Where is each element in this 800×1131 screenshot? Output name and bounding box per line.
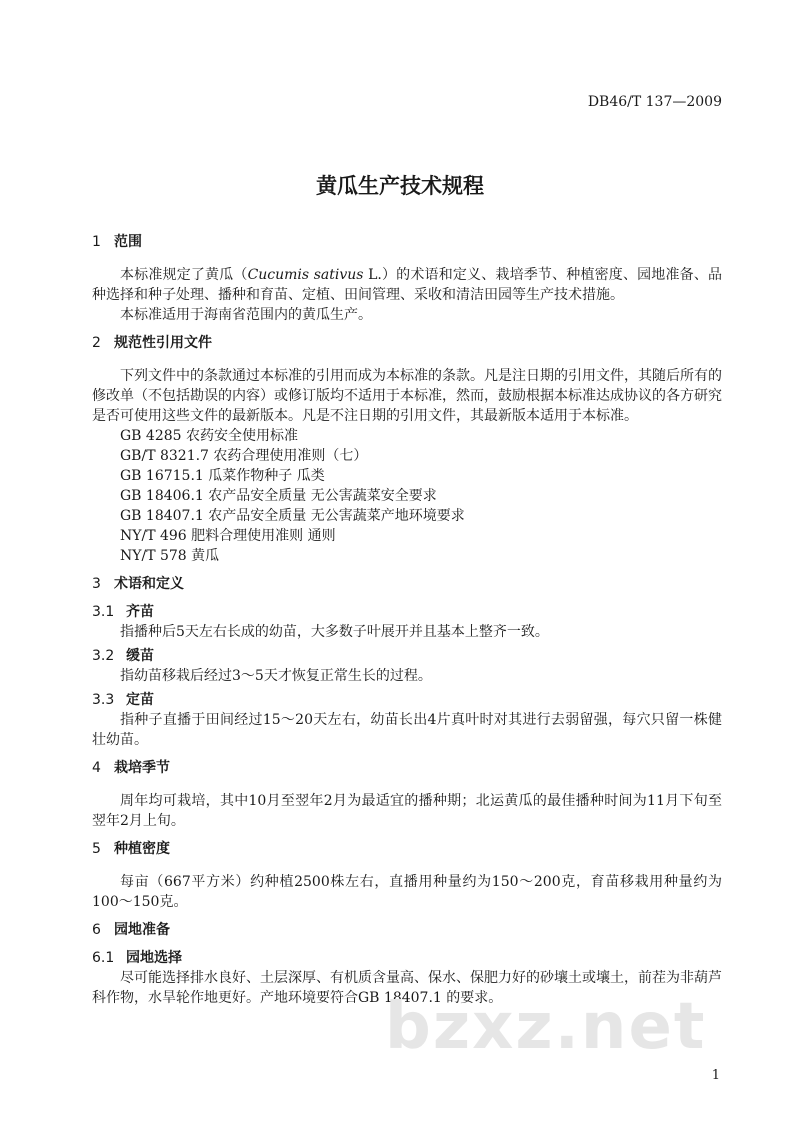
section-title: 园地准备 xyxy=(114,922,170,938)
paragraph: 指幼苗移栽后经过3～5天才恢复正常生长的过程。 xyxy=(120,668,432,684)
document-body xyxy=(92,232,722,1008)
document-title: 黄瓜生产技术规程 xyxy=(316,174,484,198)
section-number: 5 xyxy=(92,841,101,857)
doc-code: DB46/T 137—2009 xyxy=(587,94,722,110)
paragraph: 周年均可栽培，其中10月至翌年2月为最适宜的播种期；北运黄瓜的最佳播种时间为11月下旬至翌年2月上旬。 xyxy=(92,793,722,829)
subsection-heading xyxy=(92,948,722,968)
section-number: 3 xyxy=(92,576,101,592)
section-heading-5 xyxy=(92,839,722,859)
paragraph: 指播种后5天左右长成的幼苗，大多数子叶展开并且基本上整齐一致。 xyxy=(120,624,549,640)
subsection-heading xyxy=(92,602,722,622)
reference-item: GB 4285 农药安全使用标准 xyxy=(120,428,299,444)
section-number: 2 xyxy=(92,335,101,351)
section-heading-6 xyxy=(92,920,722,940)
subsection-heading xyxy=(92,646,722,666)
watermark: bzxz.net xyxy=(385,990,707,1064)
reference-item: GB 18407.1 农产品安全质量 无公害蔬菜产地环境要求 xyxy=(120,508,465,524)
section-number: 1 xyxy=(92,234,101,250)
subsection-number: 3.3 xyxy=(92,692,115,708)
page-number: 1 xyxy=(711,1068,720,1083)
reference-item: NY/T 496 肥料合理使用准则 通则 xyxy=(120,528,336,544)
section-title: 术语和定义 xyxy=(114,576,184,592)
section-heading-1 xyxy=(92,232,722,252)
subsection-title: 定苗 xyxy=(126,692,154,708)
section-title: 种植密度 xyxy=(114,841,170,857)
paragraph: 每亩（667平方米）约种植2500株左右，直播用种量约为150～200克，育苗移栽用种量约为100～150克。 xyxy=(92,874,722,910)
paragraph: 尽可能选择排水良好、土层深厚、有机质含量高、保水、保肥力好的砂壤土或壤土，前茬为非葫芦科作物，水旱轮作地更好。产地环境要符合GB 18407.1 的要求。 xyxy=(92,970,722,1006)
subsection-number: 6.1 xyxy=(92,950,115,966)
reference-item: GB/T 8321.7 农药合理使用准则（七） xyxy=(120,448,368,464)
section-heading-2 xyxy=(92,333,722,353)
section-heading-3 xyxy=(92,574,722,594)
subsection-title: 园地选择 xyxy=(126,950,182,966)
section-title: 规范性引用文件 xyxy=(114,335,212,351)
subsection-title: 缓苗 xyxy=(126,648,154,664)
paragraph: 本标准适用于海南省范围内的黄瓜生产。 xyxy=(120,307,372,323)
paragraph xyxy=(92,265,722,305)
paragraph: 下列文件中的条款通过本标准的引用而成为本标准的条款。凡是注日期的引用文件，其随后所有的修改单（不包括勘误的内容）或修订版均不适用于本标准，然而，鼓励根据本标准达成协议的各方研究是否可使用这些文件的最新版本。凡是不注日期的引用文件，其最新版本适用于本标准。 xyxy=(92,368,722,424)
subsection-heading xyxy=(92,690,722,710)
text-run: 本标准规定了黄瓜（ xyxy=(120,267,248,283)
section-title: 栽培季节 xyxy=(114,760,170,776)
subsection-number: 3.2 xyxy=(92,648,115,664)
reference-item: GB 16715.1 瓜菜作物种子 瓜类 xyxy=(120,468,325,484)
latin-name: Cucumis sativus xyxy=(247,267,364,283)
subsection-title: 齐苗 xyxy=(126,604,154,620)
paragraph: 指种子直播于田间经过15～20天左右，幼苗长出4片真叶时对其进行去弱留强，每穴只留一株健壮幼苗。 xyxy=(92,712,722,748)
text-run: L.）的术语和定义、栽培季节、种植密度、园地准备、品种选择和种子处理、播种和育苗、定植、田间管理、采收和清洁田园等生产技术措施。 xyxy=(92,267,723,303)
section-number: 6 xyxy=(92,922,101,938)
section-heading-4 xyxy=(92,758,722,778)
reference-item: GB 18406.1 农产品安全质量 无公害蔬菜安全要求 xyxy=(120,488,437,504)
section-number: 4 xyxy=(92,760,101,776)
reference-item: NY/T 578 黄瓜 xyxy=(120,548,220,564)
subsection-number: 3.1 xyxy=(92,604,115,620)
section-title: 范围 xyxy=(114,234,142,250)
